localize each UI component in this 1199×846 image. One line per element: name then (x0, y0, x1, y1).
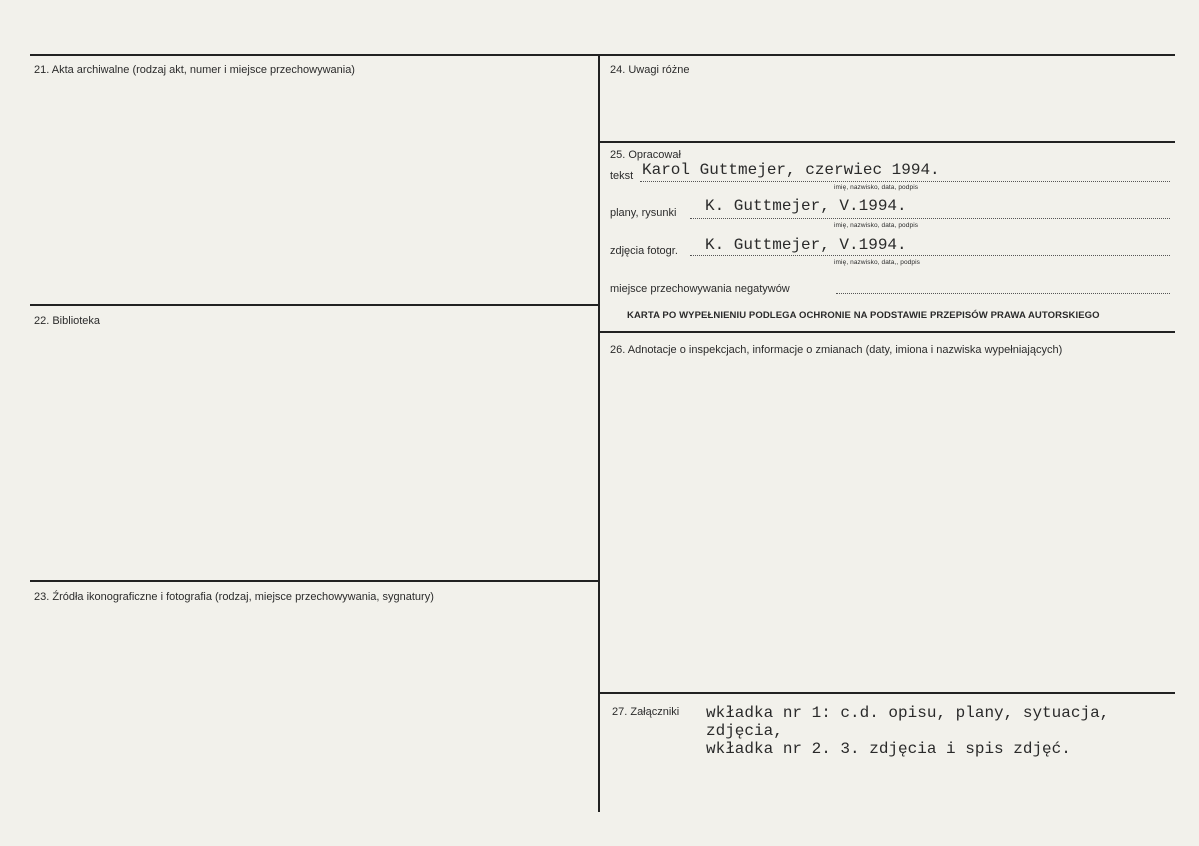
center-divider (598, 54, 600, 812)
top-border (30, 54, 1175, 56)
field-26-label: 26. Adnotacje o inspekcjach, informacje o zmianach (daty, imiona i nazwiska wypełniających) (610, 344, 1063, 356)
field-27-label: 27. Załączniki (612, 706, 680, 718)
plans-caption: imię, nazwisko, data, podpis (834, 222, 919, 229)
text-author-value: Karol Guttmejer, czerwiec 1994. (642, 161, 940, 179)
divider-26-27 (598, 692, 1175, 694)
text-label: tekst (610, 170, 634, 182)
field-22-label: 22. Biblioteka (34, 315, 101, 327)
plans-label: plany, rysunki (610, 207, 677, 219)
field-23-label: 23. Źródła ikonograficzne i fotografia (rodzaj, miejsce przechowywania, sygnatury) (34, 591, 434, 603)
negatives-dotted-line (836, 293, 1170, 294)
photos-dotted-line (690, 255, 1170, 256)
text-dotted-line (640, 181, 1170, 182)
attachments-line-3: wkładka nr 2. 3. zdjęcia i spis zdjęć. (706, 740, 1071, 758)
divider-22-23 (30, 580, 599, 582)
photos-label: zdjęcia fotogr. (610, 245, 678, 257)
plans-dotted-line (690, 218, 1170, 219)
copyright-notice: KARTA PO WYPEŁNIENIU PODLEGA OCHRONIE NA PODSTAWIE PRZEPISÓW PRAWA AUTORSKIEGO (627, 310, 1100, 321)
field-24-label: 24. Uwagi różne (610, 64, 690, 76)
divider-21-22 (30, 304, 599, 306)
attachments-line-1: wkładka nr 1: c.d. opisu, plany, sytuacja, (706, 704, 1110, 722)
text-caption: imię, nazwisko, data, podpis (834, 184, 919, 191)
field-25-label: 25. Opracował (610, 149, 681, 161)
negatives-label: miejsce przechowywania negatywów (610, 283, 790, 295)
photos-caption: imię, nazwisko, data,, podpis (834, 259, 920, 266)
field-21-label: 21. Akta archiwalne (rodzaj akt, numer i miejsce przechowywania) (34, 64, 355, 76)
divider-24-25 (598, 141, 1175, 143)
divider-25-26 (598, 331, 1175, 333)
plans-author-value: K. Guttmejer, V.1994. (705, 197, 907, 215)
photos-author-value: K. Guttmejer, V.1994. (705, 236, 907, 254)
attachments-line-2: zdjęcia, (706, 722, 783, 740)
